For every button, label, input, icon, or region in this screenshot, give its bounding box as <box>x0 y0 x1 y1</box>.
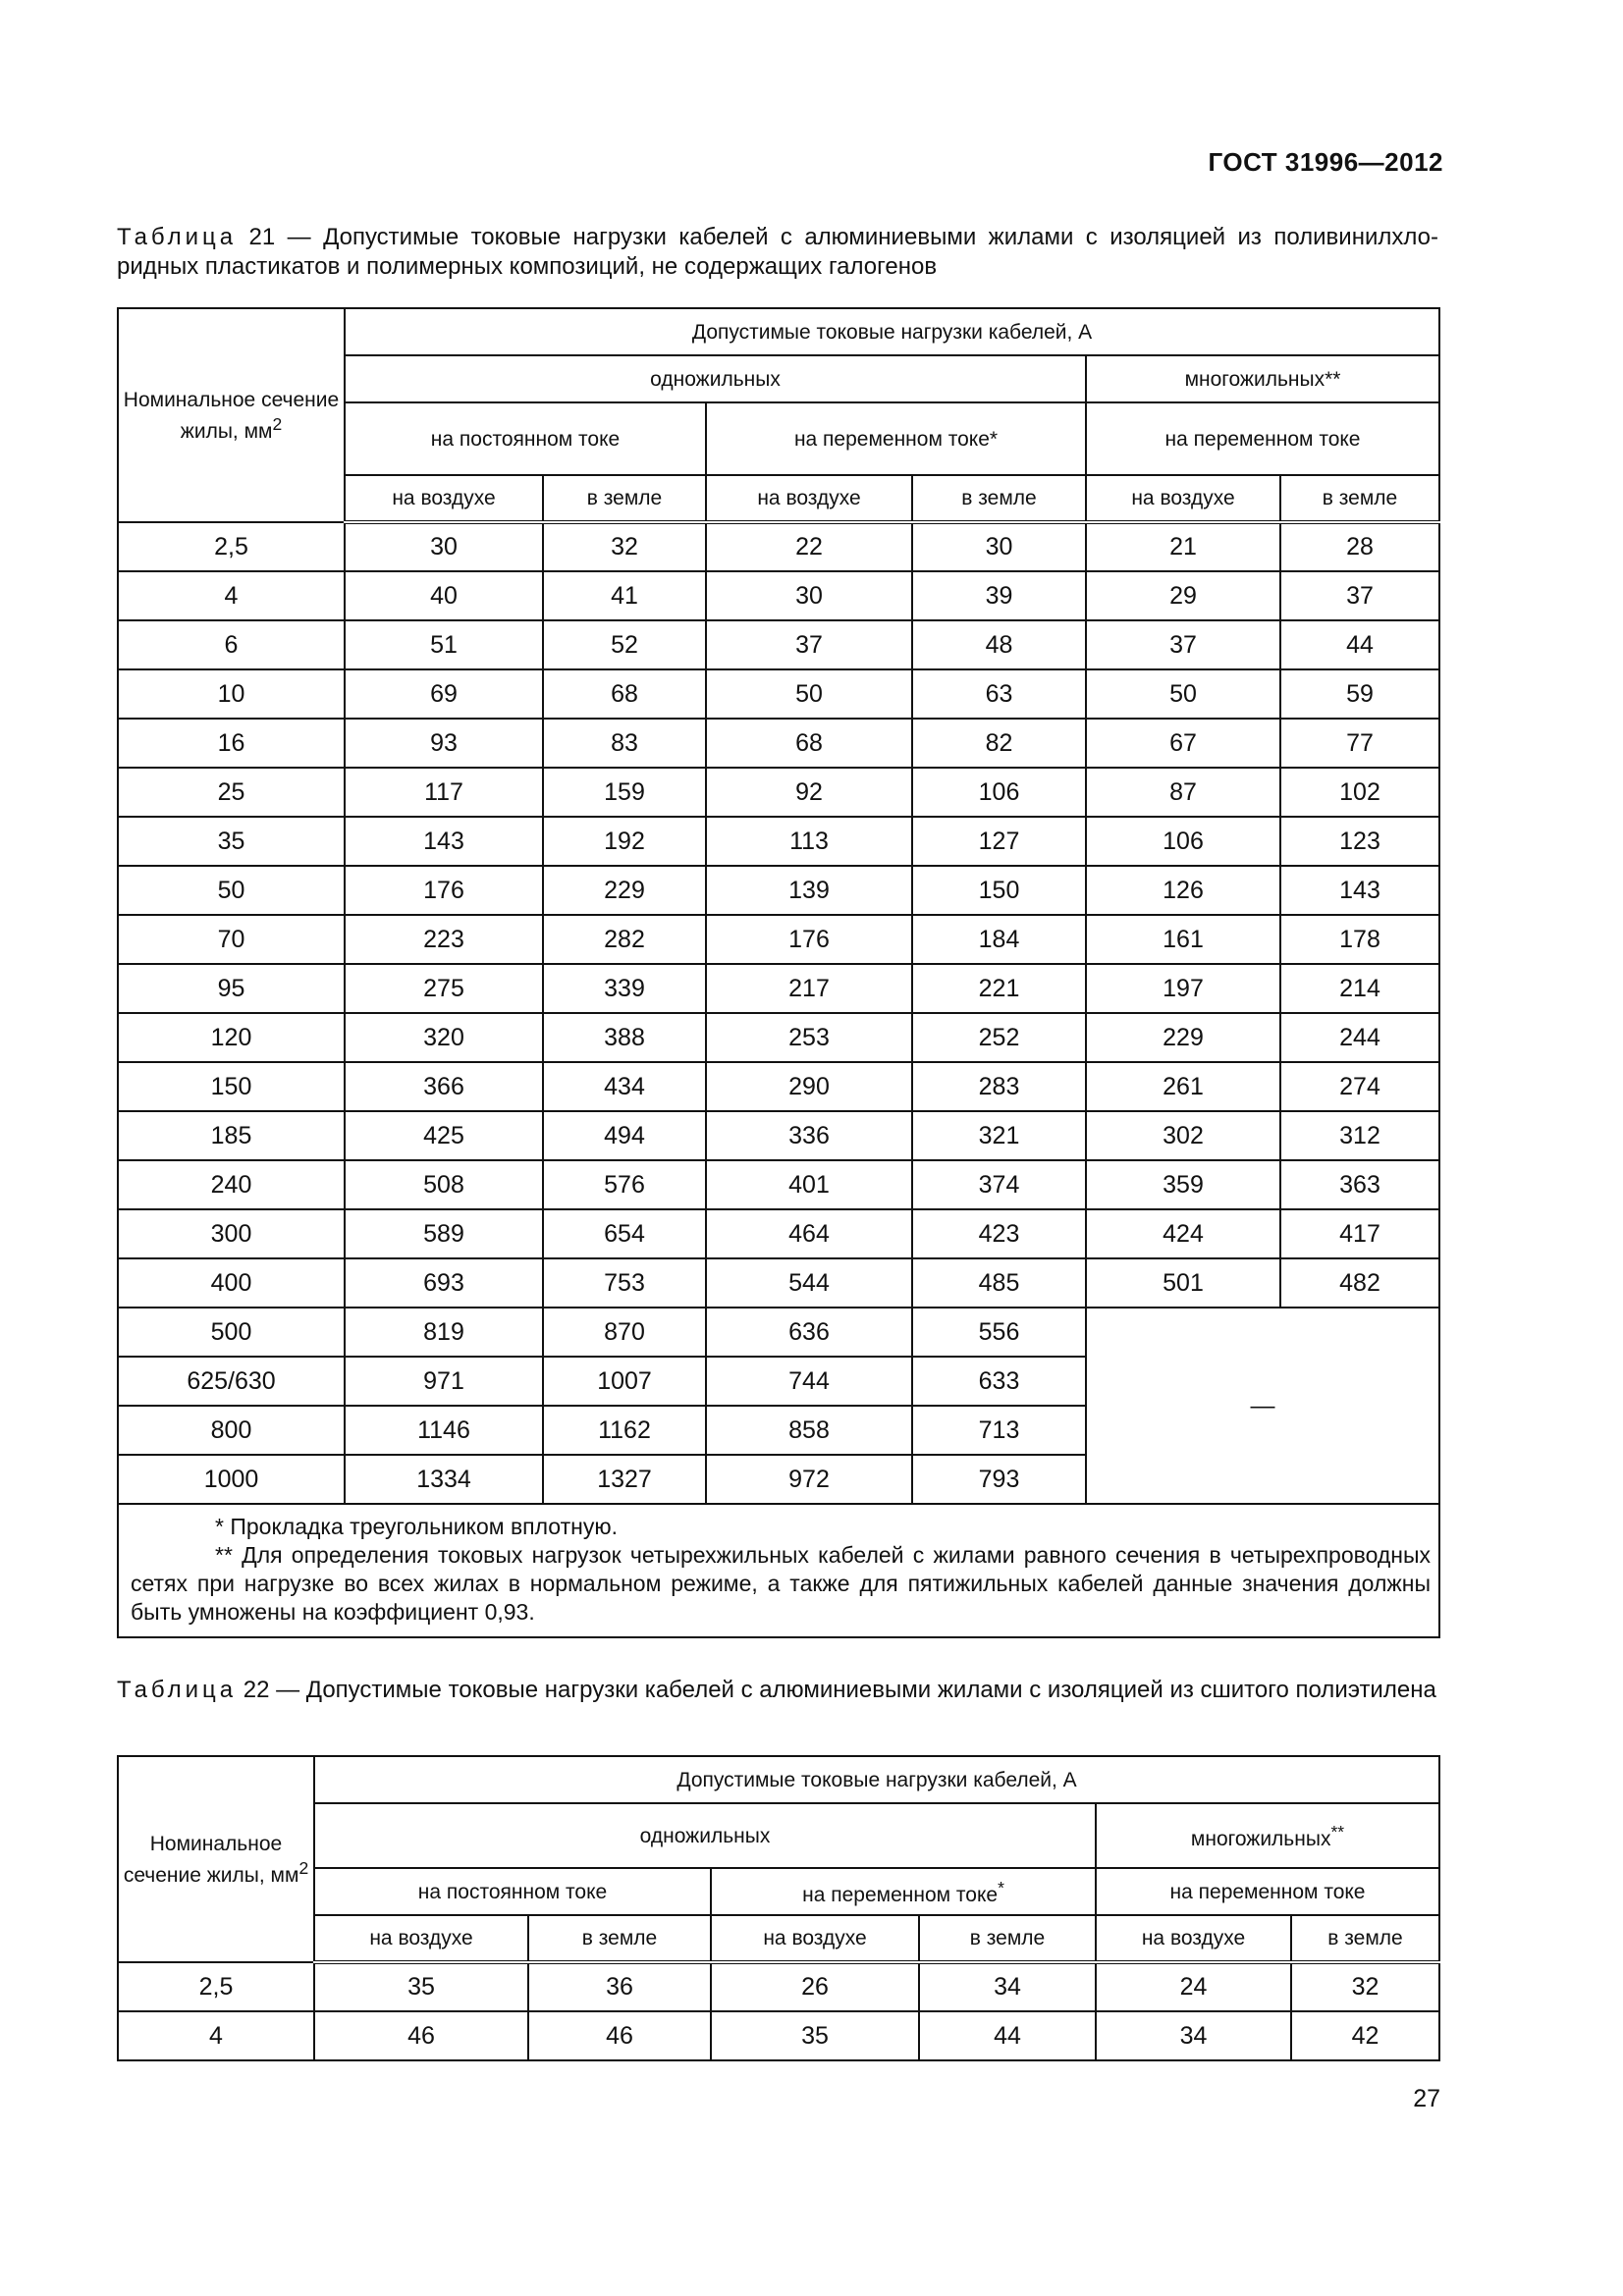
header-multi-core: многожильных** <box>1086 355 1439 402</box>
value-cell: 223 <box>345 915 543 964</box>
value-cell: 102 <box>1280 768 1439 817</box>
value-cell: 336 <box>706 1111 912 1160</box>
table-row <box>118 1209 1439 1258</box>
value-cell: 159 <box>543 768 706 817</box>
value-cell: 501 <box>1086 1258 1280 1308</box>
value-cell: 359 <box>1086 1160 1280 1209</box>
row-section-cell: 150 <box>118 1062 345 1111</box>
value-cell: 1162 <box>543 1406 706 1455</box>
value-cell: 40 <box>345 571 543 620</box>
value-cell: 374 <box>912 1160 1086 1209</box>
table-row <box>118 1160 1439 1209</box>
header-air: на воздухе <box>1096 1915 1291 1962</box>
value-cell: 44 <box>1280 620 1439 669</box>
row-section-cell: 95 <box>118 964 345 1013</box>
value-cell: 63 <box>912 669 1086 719</box>
value-cell: 82 <box>912 719 1086 768</box>
value-cell: 87 <box>1086 768 1280 817</box>
row-section-cell: 400 <box>118 1258 345 1308</box>
row-section-cell: 1000 <box>118 1455 345 1504</box>
header-ac-multi: на переменном токе <box>1086 402 1439 475</box>
value-cell: 28 <box>1280 522 1439 571</box>
row-section-cell: 10 <box>118 669 345 719</box>
row-section-cell: 2,5 <box>118 1962 314 2011</box>
value-cell: 51 <box>345 620 543 669</box>
value-cell: 464 <box>706 1209 912 1258</box>
value-cell: 139 <box>706 866 912 915</box>
table-row <box>118 1308 1439 1357</box>
row-section-cell: 240 <box>118 1160 345 1209</box>
table-row <box>118 817 1439 866</box>
row-section-cell: 25 <box>118 768 345 817</box>
not-applicable-cell: — <box>1086 1308 1439 1504</box>
header-ground: в земле <box>1280 475 1439 522</box>
table-21 <box>117 307 1440 1638</box>
value-cell: 744 <box>706 1357 912 1406</box>
value-cell: 59 <box>1280 669 1439 719</box>
value-cell: 858 <box>706 1406 912 1455</box>
table-row <box>118 1962 1439 2011</box>
table-row <box>118 1111 1439 1160</box>
value-cell: 252 <box>912 1013 1086 1062</box>
header-section: Номинальное сечение жилы, $мм^2$ <box>118 308 345 522</box>
value-cell: 214 <box>1280 964 1439 1013</box>
value-cell: 117 <box>345 768 543 817</box>
value-cell: 143 <box>345 817 543 866</box>
table-row <box>118 1258 1439 1308</box>
value-cell: 434 <box>543 1062 706 1111</box>
value-cell: 321 <box>912 1111 1086 1160</box>
value-cell: 178 <box>1280 915 1439 964</box>
value-cell: 126 <box>1086 866 1280 915</box>
value-cell: 229 <box>1086 1013 1280 1062</box>
header-ground: в земле <box>528 1915 711 1962</box>
value-cell: 793 <box>912 1455 1086 1504</box>
table-row <box>118 1013 1439 1062</box>
value-cell: 401 <box>706 1160 912 1209</box>
value-cell: 143 <box>1280 866 1439 915</box>
value-cell: 68 <box>706 719 912 768</box>
value-cell: 37 <box>1280 571 1439 620</box>
value-cell: 388 <box>543 1013 706 1062</box>
header-ground: в земле <box>919 1915 1096 1962</box>
header-dc: на постоянном токе <box>314 1868 711 1915</box>
value-cell: 36 <box>528 1962 711 2011</box>
value-cell: 42 <box>1291 2011 1439 2060</box>
value-cell: 1334 <box>345 1455 543 1504</box>
value-cell: 29 <box>1086 571 1280 620</box>
value-cell: 34 <box>919 1962 1096 2011</box>
row-section-cell: 35 <box>118 817 345 866</box>
header-ground: в земле <box>1291 1915 1439 1962</box>
value-cell: 106 <box>1086 817 1280 866</box>
row-section-cell: 4 <box>118 2011 314 2060</box>
page-number: 27 <box>1413 2085 1440 2112</box>
value-cell: 106 <box>912 768 1086 817</box>
caption-text: 22 — Допустимые токовые нагрузки кабелей с алюминиевыми жилами с изоляцией из сшитого полиэтилена <box>237 1677 1436 1703</box>
value-cell: 302 <box>1086 1111 1280 1160</box>
value-cell: 34 <box>1096 2011 1291 2060</box>
value-cell: 274 <box>1280 1062 1439 1111</box>
value-cell: 363 <box>1280 1160 1439 1209</box>
value-cell: 417 <box>1280 1209 1439 1258</box>
header-ground: в земле <box>912 475 1086 522</box>
value-cell: 26 <box>711 1962 919 2011</box>
value-cell: 339 <box>543 964 706 1013</box>
row-section-cell: 2,5 <box>118 522 345 571</box>
value-cell: 693 <box>345 1258 543 1308</box>
value-cell: 22 <box>706 522 912 571</box>
value-cell: 556 <box>912 1308 1086 1357</box>
header-air: на воздухе <box>711 1915 919 1962</box>
value-cell: 30 <box>706 571 912 620</box>
value-cell: 48 <box>912 620 1086 669</box>
value-cell: 67 <box>1086 719 1280 768</box>
row-section-cell: 6 <box>118 620 345 669</box>
value-cell: 46 <box>314 2011 528 2060</box>
value-cell: 184 <box>912 915 1086 964</box>
value-cell: 192 <box>543 817 706 866</box>
caption-label: Таблица <box>117 224 238 250</box>
value-cell: 576 <box>543 1160 706 1209</box>
value-cell: 35 <box>711 2011 919 2060</box>
table-22-caption <box>117 1676 1438 1705</box>
table-row <box>118 571 1439 620</box>
value-cell: 261 <box>1086 1062 1280 1111</box>
value-cell: 244 <box>1280 1013 1439 1062</box>
value-cell: 508 <box>345 1160 543 1209</box>
table-22 <box>117 1755 1440 2061</box>
value-cell: 32 <box>543 522 706 571</box>
header-single-core: одножильных <box>314 1803 1096 1868</box>
row-section-cell: 500 <box>118 1308 345 1357</box>
table-21-caption <box>117 223 1438 282</box>
value-cell: 633 <box>912 1357 1086 1406</box>
table-row <box>118 915 1439 964</box>
value-cell: 544 <box>706 1258 912 1308</box>
value-cell: 275 <box>345 964 543 1013</box>
value-cell: 217 <box>706 964 912 1013</box>
value-cell: 312 <box>1280 1111 1439 1160</box>
value-cell: 589 <box>345 1209 543 1258</box>
row-section-cell: 16 <box>118 719 345 768</box>
value-cell: 229 <box>543 866 706 915</box>
header-dc: на постоянном токе <box>345 402 706 475</box>
header-single-core: одножильных <box>345 355 1086 402</box>
value-cell: 113 <box>706 817 912 866</box>
value-cell: 127 <box>912 817 1086 866</box>
value-cell: 282 <box>543 915 706 964</box>
value-cell: 713 <box>912 1406 1086 1455</box>
header-loads: Допустимые токовые нагрузки кабелей, А <box>345 308 1439 355</box>
value-cell: 1007 <box>543 1357 706 1406</box>
value-cell: 150 <box>912 866 1086 915</box>
value-cell: 37 <box>706 620 912 669</box>
table-row <box>118 620 1439 669</box>
table-row <box>118 719 1439 768</box>
caption-text: 21 — Допустимые токовые нагрузки кабелей с алюминиевыми жилами с изоляцией из поливинилхлоридных пластикатов и полимерных композиций, не содержащих галогенов <box>117 224 1438 280</box>
header-ac-multi: на переменном токе <box>1096 1868 1439 1915</box>
value-cell: 83 <box>543 719 706 768</box>
header-air: на воздухе <box>345 475 543 522</box>
header-air: на воздухе <box>1086 475 1280 522</box>
value-cell: 425 <box>345 1111 543 1160</box>
value-cell: 50 <box>706 669 912 719</box>
value-cell: 482 <box>1280 1258 1439 1308</box>
value-cell: 37 <box>1086 620 1280 669</box>
value-cell: 123 <box>1280 817 1439 866</box>
table-row <box>118 2011 1439 2060</box>
value-cell: 819 <box>345 1308 543 1357</box>
value-cell: 176 <box>345 866 543 915</box>
table-row <box>118 1062 1439 1111</box>
value-cell: 423 <box>912 1209 1086 1258</box>
value-cell: 35 <box>314 1962 528 2011</box>
table-row <box>118 866 1439 915</box>
row-section-cell: 185 <box>118 1111 345 1160</box>
row-section-cell: 120 <box>118 1013 345 1062</box>
value-cell: 69 <box>345 669 543 719</box>
row-section-cell: 50 <box>118 866 345 915</box>
value-cell: 93 <box>345 719 543 768</box>
value-cell: 221 <box>912 964 1086 1013</box>
value-cell: 52 <box>543 620 706 669</box>
document-code: ГОСТ 31996—2012 <box>1208 147 1443 177</box>
header-multi-core: многожильных** <box>1096 1803 1439 1868</box>
value-cell: 50 <box>1086 669 1280 719</box>
value-cell: 290 <box>706 1062 912 1111</box>
value-cell: 161 <box>1086 915 1280 964</box>
value-cell: 1146 <box>345 1406 543 1455</box>
value-cell: 283 <box>912 1062 1086 1111</box>
value-cell: 92 <box>706 768 912 817</box>
value-cell: 870 <box>543 1308 706 1357</box>
value-cell: 753 <box>543 1258 706 1308</box>
value-cell: 424 <box>1086 1209 1280 1258</box>
header-loads: Допустимые токовые нагрузки кабелей, А <box>314 1756 1439 1803</box>
value-cell: 39 <box>912 571 1086 620</box>
value-cell: 197 <box>1086 964 1280 1013</box>
header-ac: на переменном токе* <box>706 402 1086 475</box>
header-section: Номинальное сечение жилы, $мм^2$ <box>118 1756 314 1962</box>
value-cell: 494 <box>543 1111 706 1160</box>
row-section-cell: 70 <box>118 915 345 964</box>
note-1: * Прокладка треугольником вплотную. <box>215 1514 618 1539</box>
table-row <box>118 522 1439 571</box>
row-section-cell: 800 <box>118 1406 345 1455</box>
value-cell: 21 <box>1086 522 1280 571</box>
row-section-cell: 4 <box>118 571 345 620</box>
header-air: на воздухе <box>706 475 912 522</box>
value-cell: 176 <box>706 915 912 964</box>
value-cell: 77 <box>1280 719 1439 768</box>
header-ground: в земле <box>543 475 706 522</box>
note-2: ** Для определения токовых нагрузок четырехжильных кабелей с жилами равного сечения в четырехпроводных сетях при нагрузке во всех жилах в нормальном режиме, а также для пятижильных кабелей данные значения должны быть умножены на коэффициент 0,93. <box>131 1542 1432 1625</box>
value-cell: 44 <box>919 2011 1096 2060</box>
value-cell: 46 <box>528 2011 711 2060</box>
value-cell: 68 <box>543 669 706 719</box>
value-cell: 41 <box>543 571 706 620</box>
table-row <box>118 669 1439 719</box>
value-cell: 366 <box>345 1062 543 1111</box>
table-21-notes <box>118 1504 1439 1637</box>
caption-label: Таблица <box>117 1677 238 1703</box>
value-cell: 253 <box>706 1013 912 1062</box>
row-section-cell: 625/630 <box>118 1357 345 1406</box>
value-cell: 30 <box>345 522 543 571</box>
table-row <box>118 768 1439 817</box>
value-cell: 971 <box>345 1357 543 1406</box>
value-cell: 654 <box>543 1209 706 1258</box>
value-cell: 485 <box>912 1258 1086 1308</box>
value-cell: 24 <box>1096 1962 1291 2011</box>
value-cell: 32 <box>1291 1962 1439 2011</box>
value-cell: 972 <box>706 1455 912 1504</box>
value-cell: 1327 <box>543 1455 706 1504</box>
value-cell: 320 <box>345 1013 543 1062</box>
header-air: на воздухе <box>314 1915 528 1962</box>
value-cell: 30 <box>912 522 1086 571</box>
row-section-cell: 300 <box>118 1209 345 1258</box>
table-row <box>118 964 1439 1013</box>
header-ac: на переменном токе* <box>711 1868 1096 1915</box>
value-cell: 636 <box>706 1308 912 1357</box>
